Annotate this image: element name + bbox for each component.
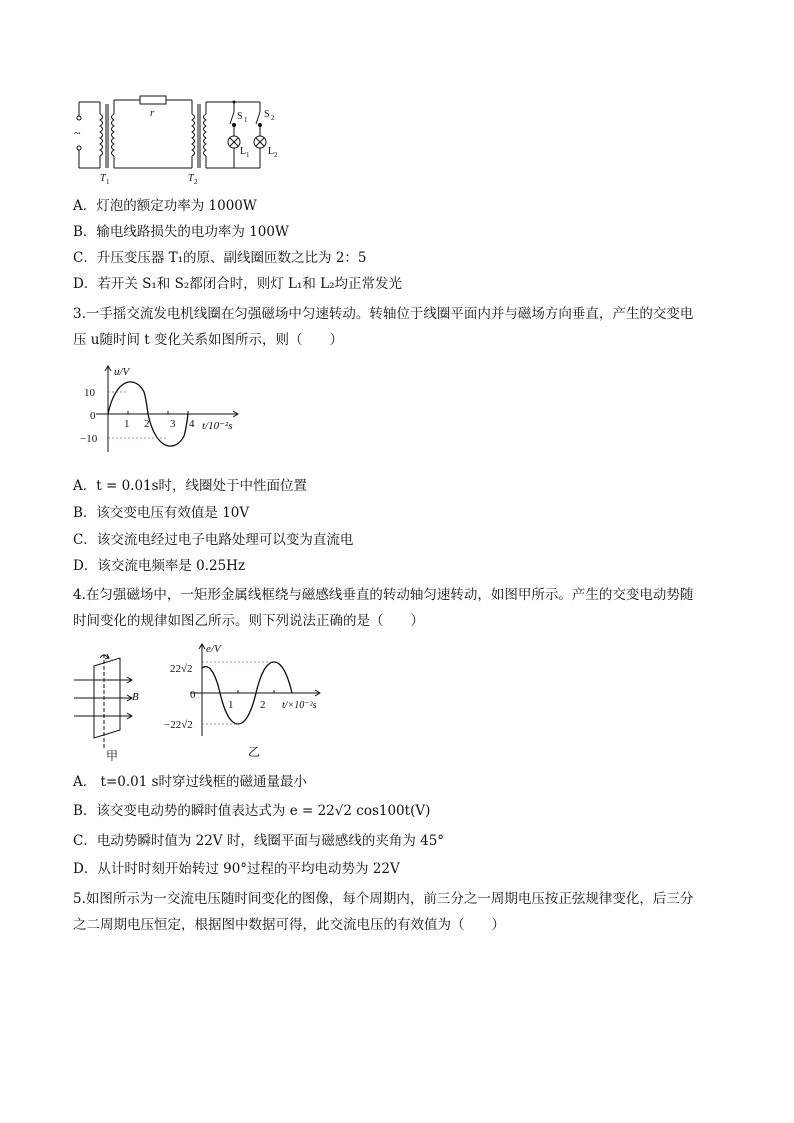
transmission-circuit-diagram bbox=[70, 92, 290, 188]
l1-label: L bbox=[240, 146, 247, 157]
t2-label: T bbox=[188, 173, 194, 184]
q2-option-c: C．升压变压器 T₁的原、副线圈匝数之比为 2：5 bbox=[73, 250, 367, 266]
q4-y-tick-zero: 0 bbox=[190, 689, 196, 701]
q4-stem-line1: 4.在匀强磁场中，一矩形金属线框绕与磁感线垂直的转动轴匀速转动，如图甲所示。产生的交变电动势随 bbox=[73, 587, 694, 603]
q4-x-tick-2: 2 bbox=[260, 699, 266, 711]
q3-option-c: C．该交流电经过电子电路处理可以变为直流电 bbox=[73, 532, 354, 548]
q4-caption-jia: 甲 bbox=[106, 749, 119, 763]
q4-option-a: A． t=0.01 s时穿过线框的磁通量最小 bbox=[73, 774, 308, 790]
t2-subscript: 2 bbox=[194, 178, 198, 186]
q3-voltage-time-graph bbox=[76, 362, 252, 458]
l2-label: L bbox=[268, 146, 275, 157]
q3-x-tick-4: 4 bbox=[189, 418, 195, 430]
q3-y-tick-bottom: −10 bbox=[80, 433, 98, 445]
q4-x-axis-label: t/×10⁻²s bbox=[282, 700, 317, 711]
q2-option-a: A．灯泡的额定功率为 1000W bbox=[73, 198, 257, 214]
q3-stem-line1: 3.一手摇交流发电机线圈在匀强磁场中匀速转动。转轴位于线圈平面内并与磁场方向垂直，产生的交变电 bbox=[73, 306, 694, 322]
q3-option-b: B．该交变电压有效值是 10V bbox=[73, 505, 250, 521]
q4-stem-line2: 时间变化的规律如图乙所示。则下列说法正确的是（ ） bbox=[73, 613, 424, 629]
q3-x-tick-3: 3 bbox=[170, 418, 176, 430]
q2-option-b: B．输电线路损失的电功率为 100W bbox=[73, 224, 289, 240]
q4-fig-yi-emf-graph bbox=[162, 638, 338, 762]
resistor-label: r bbox=[150, 107, 155, 119]
q3-x-tick-2: 2 bbox=[144, 418, 150, 430]
q4-option-b: B．该交变电动势的瞬时值表达式为 e = 22√2 cos100t(V) bbox=[73, 803, 431, 819]
q5-stem-line1: 5.如图所示为一交流电压随时间变化的图像，每个周期内，前三分之一周期电压按正弦规律变化，后三分 bbox=[73, 891, 694, 907]
q3-y-tick-zero: 0 bbox=[90, 410, 96, 422]
q3-y-tick-top: 10 bbox=[84, 387, 95, 399]
s2-subscript: 2 bbox=[271, 114, 275, 122]
q5-stem-line2: 之二周期电压恒定，根据图中数据可得，此交流电压的有效值为（ ） bbox=[73, 917, 505, 933]
l1-subscript: 1 bbox=[246, 151, 250, 159]
ac-source-symbol: ~ bbox=[74, 126, 81, 140]
q4-caption-yi: 乙 bbox=[248, 745, 261, 759]
q3-y-axis-label: u/V bbox=[114, 366, 130, 378]
q3-option-a: A．t = 0.01s时，线圈处于中性面位置 bbox=[73, 478, 308, 494]
q3-option-d: D．该交流电频率是 0.25Hz bbox=[73, 558, 246, 574]
t1-subscript: 1 bbox=[106, 178, 110, 186]
q4-y-tick-bottom: −22√2 bbox=[164, 719, 193, 731]
s1-label: S bbox=[237, 111, 243, 122]
q4-option-c: C．电动势瞬时值为 22V 时，线圈平面与磁感线的夹角为 45° bbox=[73, 833, 445, 849]
l2-subscript: 2 bbox=[274, 151, 278, 159]
q3-x-axis-label: t/10⁻²s bbox=[202, 420, 233, 432]
s2-label: S bbox=[264, 109, 270, 120]
s1-subscript: 1 bbox=[244, 116, 248, 124]
q3-x-tick-1: 1 bbox=[124, 418, 130, 430]
q3-stem-line2: 压 u随时间 t 变化关系如图所示，则（ ） bbox=[73, 332, 343, 348]
q4-x-tick-1: 1 bbox=[228, 699, 234, 711]
q4-y-axis-label: e/V bbox=[206, 643, 221, 655]
q2-option-d: D．若开关 S₁和 S₂都闭合时，则灯 L₁和 L₂均正常发光 bbox=[73, 276, 403, 292]
q4-option-d: D．从计时时刻开始转过 90°过程的平均电动势为 22V bbox=[73, 861, 400, 877]
q4-b-label: B bbox=[132, 691, 139, 703]
q4-y-tick-top: 22√2 bbox=[170, 663, 193, 675]
q4-fig-jia-rotating-frame bbox=[72, 648, 152, 764]
t1-label: T bbox=[100, 173, 106, 184]
